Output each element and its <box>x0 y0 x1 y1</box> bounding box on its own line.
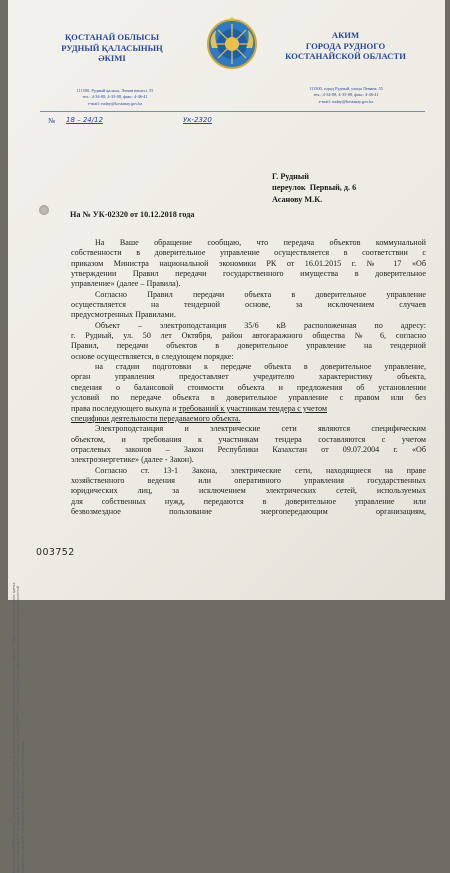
body-line: предусмотренных Правилами. <box>71 310 176 320</box>
body-line: отраслевых законов – Закон Республики Казахстан от 09.07.2004 г. «Об <box>71 444 426 454</box>
underlined-phrase: требований к участникам тендера с учетом <box>178 403 328 413</box>
body-line: объектом, и требования к участникам тендера составляются с учетом <box>71 434 426 444</box>
outgoing-number-handwritten: 18 – 24/12 <box>66 116 104 124</box>
body-line: утверждении Правил передачи государственного имущества в доверительное <box>71 269 426 279</box>
body-line: осуществляется на тендерной основе, за исключением случаев <box>71 300 426 310</box>
body-line: Электроподстанция и электрические сети являются специфическим <box>95 424 426 434</box>
body-line: Согласно ст. 13-1 Закона, электрические сети, находящиеся на праве <box>95 465 426 475</box>
body-line: Правил, передачи объектов в доверительное управление на тендерной <box>71 341 426 351</box>
outgoing-index-handwritten: Ук-2320 <box>183 116 212 124</box>
outgoing-number-prefix: № <box>48 116 56 125</box>
underlined-phrase: специфики деятельности передаваемого объекта. <box>71 413 241 423</box>
header-divider <box>40 111 425 112</box>
body-line: На Ваше обращение сообщаю, что передача объектов коммунальной <box>95 238 426 247</box>
letter-body <box>71 238 426 517</box>
body-line: на стадии подготовки к передаче объекта в доверительное управление, <box>95 362 426 372</box>
russian-issuer-title: АКИМ ГОРОДА РУДНОГО КОСТАНАЙСКОЙ ОБЛАСТИ <box>285 30 406 61</box>
body-line: условий по передаче объекта в доверительное управление с правом или без <box>71 393 426 403</box>
body-line: Согласно Правил передачи объекта в доверительное управление <box>95 289 426 299</box>
body-line: приказом Министра национальной экономики РК от 16.01.2015 г. № 17 «Об <box>71 258 426 268</box>
body-line: сведения о балансовой стоимости объекта и предложения об установлении <box>71 382 426 392</box>
body-line: электроэнергетике» (далее - Закон). <box>71 455 194 465</box>
body-line: г. Рудный, ул. 50 лет Октября, район автогаражного общества № 6, согласно <box>71 331 426 341</box>
body-line: хозяйственного ведения или оперативного управления государственных <box>71 475 426 485</box>
body-line: собственности в доверительное управление осуществляется в соответствии с <box>71 248 426 258</box>
recipient-address: Г. Рудный переулок Первый, д. 6 Асанову М.К. <box>272 172 357 204</box>
body-line: основе осуществляется, в следующем порядке: <box>71 351 234 361</box>
in-reply-to-reference: На № УК-02320 от 10.12.2018 года <box>70 210 195 219</box>
electronic-document-disclaimer: Бұл құжат ҚР 2003 жылғы 7 қаңтардағы «Электронды құжат және электрондық цифрлық қолтаңба туралы» заңның 7 бабы 1 тармағына сәйкес қағаз тасығыштағы құжатпен бірдей. Данный документ согласно пункту 1 статьи 7 ЗРК от 7 января 2003 года «Об электронном документе и электронной цифровой подписи» равнозначен документу на бумажном носителе. <box>12 582 25 873</box>
letter-page <box>8 0 445 873</box>
state-emblem-icon <box>206 18 258 70</box>
kazakh-issuer-title: ҚОСТАНАЙ ОБЛЫСЫ РУДНЫЙ ҚАЛАСЫНЫҢ ӘКІМІ <box>61 32 163 63</box>
body-line: юридических лиц, за исключением электрических сетей, используемых <box>71 486 426 496</box>
kazakh-issuer-address: 111500, Рудный қаласы, Ленин көшесі, 55 тел.: 4-34-08, 4-35-08, факс: 4-46-41 e-mail: rudny@kostanay.gov.kz <box>76 88 154 106</box>
body-line: управление» (далее – Правила). <box>71 279 181 289</box>
punch-hole <box>39 205 49 215</box>
russian-issuer-address: 111500, город Рудный, улица Ленина, 55 тел.: 4-34-08, 4-35-08, факс: 4-46-41 e-mail: rudny@kostanay.gov.kz <box>309 86 383 104</box>
body-line: безвозмездное пользование энергопередающим организациям, <box>71 506 426 516</box>
body-line: Объект – электроподстанция 35/6 кВ расположенная по адресу: <box>95 320 426 330</box>
body-line: орган управления предоставляет учредителю характеристику объекта, <box>71 372 426 382</box>
form-serial-number: 003752 <box>36 547 75 558</box>
body-line: для собственных нужд, передаются в доверительное управление или <box>71 496 426 506</box>
body-line: права последующего выкупа и требований к участникам тендера с учетом <box>71 403 328 413</box>
